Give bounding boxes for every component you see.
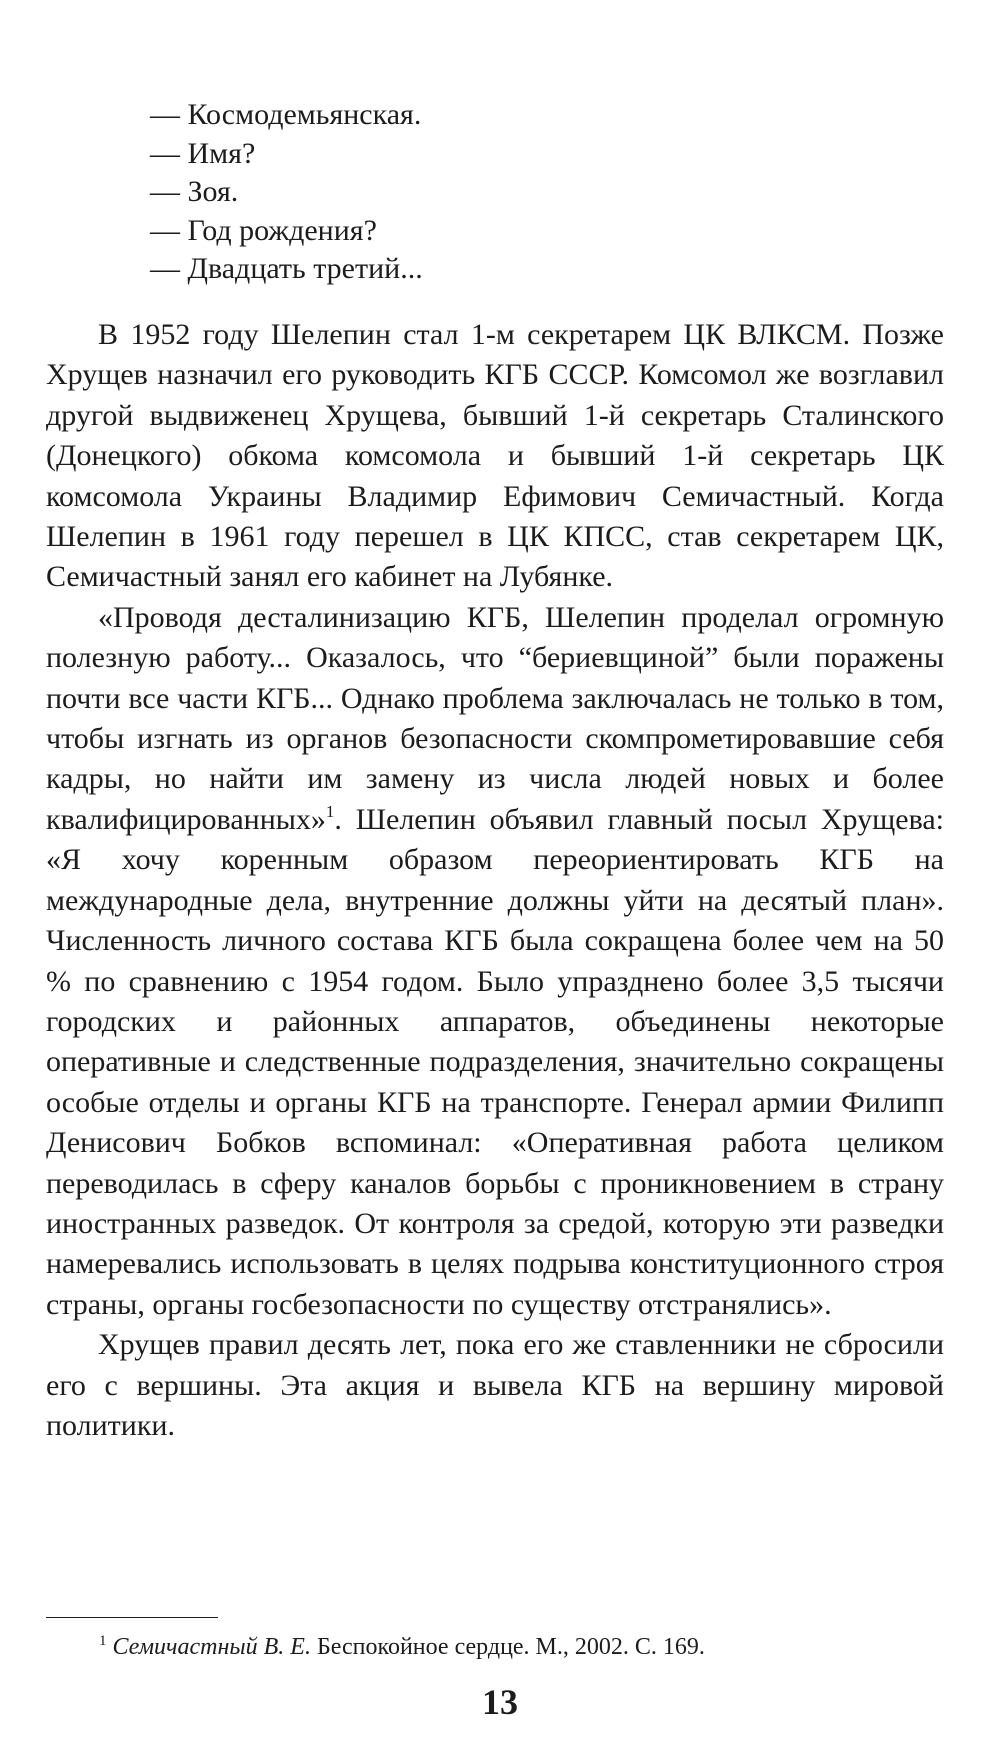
footnote-mark: 1 [99,1633,107,1649]
paragraph-quote-continuation: . Шелепин объявил главный посыл Хрущева: «Я хочу коренным образом переориентировать КГБ на международные дела, внутренние должны уйти на десятый план». Численность личного состава КГБ была сокращена более чем на 50 % по сравнению с 1954 годом. Было упразднено более 3,5 тысячи городских и районных аппаратов, объединены некоторые оперативные и следственные подразделения, значительно сокращены особые отделы и органы КГБ на транспорте. Генерал армии Филипп Денисович Бобков вспоминал: «Оперативная работа целиком переводилась в сферу каналов борьбы с проникновением в страну иностранных разведок. От контроля за средой, которую эти разведки намеревались использовать в целях подрыва конституционного строя страны, органы госбезопасности по существу отстранялись». [46,802,944,1321]
page-number: 13 [482,1682,518,1722]
footnote-divider [46,1617,218,1618]
footnote-author: Семичастный В. Е. [112,1634,311,1660]
dialogue-line: — Имя? [150,136,256,170]
dialogue-line: — Двадцать третий... [150,252,423,285]
dialogue-line: — Космодемьянская. [150,98,422,131]
paragraph-destalinization [46,598,944,1325]
footnote-reference[interactable]: 1 [325,801,335,821]
paragraph-khrushchev-rule: Хрущев правил десять лет, пока его же ставленники не сбросили его с вершины. Эта акция и вывела КГБ на вершину мировой политики. [46,1328,944,1442]
paragraph-shelepin-career: В 1952 году Шелепин стал 1-м секретарем ЦК ВЛКСМ. Позже Хрущев назначил его руководить КГБ СССР. Комсомол же возглавил другой выдвиженец Хрущева, бывший 1-й секретарь Сталинского (Донецкого) обкома комсомола и бывший 1-й секретарь ЦК комсомола Украины Владимир Ефимович Семичастный. Когда Шелепин в 1961 году перешел в ЦК КПСС, став секретарем ЦК, Семичастный занял его кабинет на Лубянке. [46,318,944,594]
footnote-text: Беспокойное сердце. М., 2002. С. 169. [316,1634,705,1660]
dialogue-line: — Год рождения? [150,213,377,247]
dialogue-line: — Зоя. [150,175,239,208]
paragraph-quote-part: «Проводя десталинизацию КГБ, Шелепин проделал огромную полезную работу... Оказалось, что “бериевщиной” были поражены почти все части КГБ... Однако проблема заключалась не только в том, чтобы изгнать из органов безопасности скомпрометировавшие себя кадры, но найти им замену из числа людей новых и более квалифицированных» [46,600,944,836]
dialogue-block [150,96,850,289]
footnote [99,1632,949,1662]
body-text [46,315,944,1446]
